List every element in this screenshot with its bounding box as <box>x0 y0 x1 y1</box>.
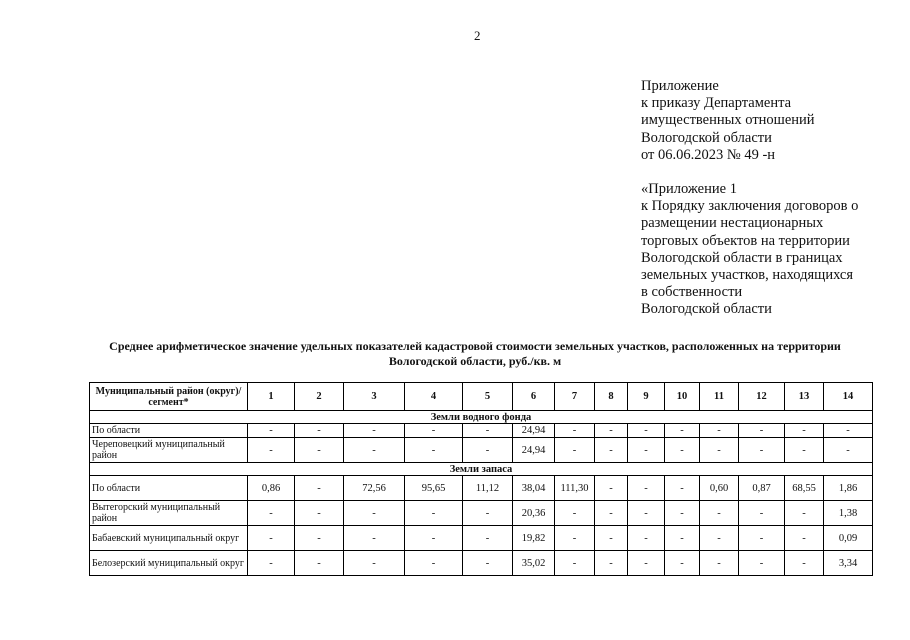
table-cell: - <box>405 438 463 463</box>
table-cell: - <box>739 551 785 576</box>
table-cell: - <box>295 424 344 438</box>
header-column-3: 3 <box>344 383 405 411</box>
header-column-12: 12 <box>739 383 785 411</box>
section-title: Земли водного фонда <box>90 411 873 424</box>
table-cell: - <box>295 551 344 576</box>
table-cell: - <box>700 526 739 551</box>
document-title: Среднее арифметическое значение удельных показателей кадастровой стоимости земельных участков, расположенных на территории Вологодской области, руб./кв. м <box>109 339 841 368</box>
table-cell: - <box>739 501 785 526</box>
table-row <box>90 438 873 463</box>
table-cell: - <box>785 551 824 576</box>
table-cell: - <box>628 424 665 438</box>
table-cell: - <box>295 438 344 463</box>
table-cell: 11,12 <box>463 476 513 501</box>
table-cell: - <box>463 501 513 526</box>
table-cell: - <box>344 551 405 576</box>
row-name: Череповецкий муниципальный район <box>90 438 248 463</box>
table-row <box>90 476 873 501</box>
table-cell: 68,55 <box>785 476 824 501</box>
appendix-subline: в собственности <box>641 284 743 301</box>
table-cell: - <box>665 501 700 526</box>
table-cell: 3,34 <box>824 551 873 576</box>
table-cell: - <box>595 501 628 526</box>
table-cell: 72,56 <box>344 476 405 501</box>
table-cell: 20,36 <box>513 501 555 526</box>
table-cell: - <box>463 551 513 576</box>
appendix-subline: Вологодской области <box>641 301 772 318</box>
row-name: По области <box>90 476 248 501</box>
header-column-6: 6 <box>513 383 555 411</box>
table-cell: - <box>405 551 463 576</box>
table-cell: 111,30 <box>555 476 595 501</box>
appendix-line: Вологодской области <box>641 129 772 146</box>
table-cell: - <box>665 526 700 551</box>
table-cell: - <box>785 438 824 463</box>
table-cell: - <box>785 501 824 526</box>
header-segment-column: Муниципальный район (округ)/сегмент* <box>90 383 248 411</box>
table-cell: - <box>405 424 463 438</box>
table-cell: - <box>295 526 344 551</box>
table-row <box>90 501 873 526</box>
table-cell: - <box>700 424 739 438</box>
row-name: Вытегорский муниципальный район <box>90 501 248 526</box>
table-header-row <box>90 383 873 411</box>
table-cell: 24,94 <box>513 438 555 463</box>
table-cell: - <box>595 476 628 501</box>
table-cell: - <box>628 551 665 576</box>
appendix-subline: земельных участков, находящихся <box>641 267 854 284</box>
table-cell: - <box>739 526 785 551</box>
table-cell: - <box>628 476 665 501</box>
table-cell: - <box>700 501 739 526</box>
table-cell: - <box>628 526 665 551</box>
appendix-subline: к Порядку заключения договоров о <box>641 198 859 215</box>
cadastral-value-table <box>89 382 873 576</box>
table-row <box>90 526 873 551</box>
table-body <box>90 411 873 576</box>
section-row <box>90 463 873 476</box>
table-cell: - <box>665 476 700 501</box>
table-cell: - <box>595 438 628 463</box>
header-column-1: 1 <box>248 383 295 411</box>
table-row <box>90 551 873 576</box>
row-name: По области <box>90 424 248 438</box>
table-cell: - <box>344 526 405 551</box>
table-cell: - <box>785 526 824 551</box>
spacer <box>641 164 858 181</box>
header-column-9: 9 <box>628 383 665 411</box>
table-cell: 1,38 <box>824 501 873 526</box>
header-column-4: 4 <box>405 383 463 411</box>
table-cell: - <box>248 551 295 576</box>
table-cell: - <box>344 438 405 463</box>
table-cell: - <box>739 424 785 438</box>
table-cell: 0,60 <box>700 476 739 501</box>
table-cell: - <box>248 501 295 526</box>
appendix-line: имущественных отношений <box>641 112 815 129</box>
table-cell: - <box>665 438 700 463</box>
table-cell: - <box>555 424 595 438</box>
table-cell: - <box>739 438 785 463</box>
table-cell: 1,86 <box>824 476 873 501</box>
header-column-14: 14 <box>824 383 873 411</box>
header-column-2: 2 <box>295 383 344 411</box>
table-cell: - <box>248 438 295 463</box>
table-cell: - <box>595 551 628 576</box>
header-column-11: 11 <box>700 383 739 411</box>
section-title: Земли запаса <box>90 463 873 476</box>
table-cell: - <box>405 501 463 526</box>
table-cell: - <box>555 526 595 551</box>
appendix-block <box>641 78 858 319</box>
table-row <box>90 424 873 438</box>
header-column-7: 7 <box>555 383 595 411</box>
table-cell: - <box>344 501 405 526</box>
table-cell: - <box>665 424 700 438</box>
appendix-subline: «Приложение 1 <box>641 181 737 198</box>
table-cell: - <box>248 526 295 551</box>
table-cell: - <box>463 526 513 551</box>
table-cell: - <box>295 501 344 526</box>
table-cell: - <box>248 424 295 438</box>
table-cell: 35,02 <box>513 551 555 576</box>
header-column-5: 5 <box>463 383 513 411</box>
appendix-subline: Вологодской области в границах <box>641 249 843 266</box>
table-cell: - <box>405 526 463 551</box>
table-cell: - <box>463 424 513 438</box>
header-column-8: 8 <box>595 383 628 411</box>
table-cell: - <box>595 424 628 438</box>
row-name: Белозерский муниципальный округ <box>90 551 248 576</box>
table-cell: 0,86 <box>248 476 295 501</box>
table-cell: - <box>628 501 665 526</box>
table-cell: 95,65 <box>405 476 463 501</box>
table-cell: - <box>700 551 739 576</box>
appendix-line: от 06.06.2023 № 49 -н <box>641 146 776 163</box>
table-cell: 24,94 <box>513 424 555 438</box>
table-cell: - <box>555 551 595 576</box>
table-cell: - <box>665 551 700 576</box>
table-cell: - <box>555 501 595 526</box>
header-column-10: 10 <box>665 383 700 411</box>
table-cell: - <box>785 424 824 438</box>
section-row <box>90 411 873 424</box>
table-cell: - <box>700 438 739 463</box>
table-cell: 19,82 <box>513 526 555 551</box>
page-number: 2 <box>474 28 481 43</box>
table-cell: 0,87 <box>739 476 785 501</box>
header-column-13: 13 <box>785 383 824 411</box>
table-cell: - <box>463 438 513 463</box>
table-cell: - <box>295 476 344 501</box>
table-cell: 38,04 <box>513 476 555 501</box>
appendix-subline: торговых объектов на территории <box>641 232 850 249</box>
table-cell: - <box>555 438 595 463</box>
appendix-subline: размещении нестационарных <box>641 215 824 232</box>
appendix-line: к приказу Департамента <box>641 95 792 112</box>
table-cell: - <box>344 424 405 438</box>
table-cell: - <box>628 438 665 463</box>
table-cell: - <box>824 438 873 463</box>
appendix-line: Приложение <box>641 78 719 94</box>
table-cell: 0,09 <box>824 526 873 551</box>
table-cell: - <box>595 526 628 551</box>
table-cell: - <box>824 424 873 438</box>
row-name: Бабаевский муниципальный округ <box>90 526 248 551</box>
